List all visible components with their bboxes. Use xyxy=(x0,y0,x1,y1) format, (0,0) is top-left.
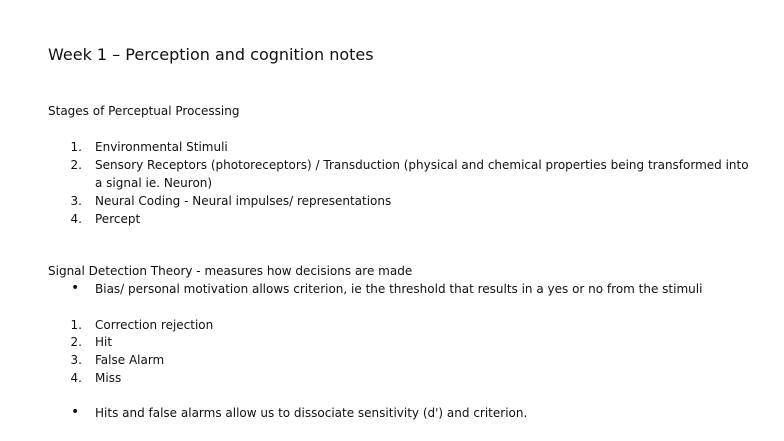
section-heading-signal-detection: Signal Detection Theory - measures how decisions are made xyxy=(48,264,413,278)
list-item-number: 1. xyxy=(70,318,82,332)
list-item-text: Sensory Receptors (photoreceptors) / Transduction (physical and chemical properties being transformed into xyxy=(95,158,749,172)
bullet-icon: • xyxy=(71,280,80,296)
list-item-number: 2. xyxy=(70,335,82,349)
list-item-text-continued: a signal ie. Neuron) xyxy=(95,176,213,190)
list-item-text: Percept xyxy=(95,212,141,226)
bullet-text: Bias/ personal motivation allows criterion, ie the threshold that results in a yes or no from the stimuli xyxy=(95,282,703,296)
list-item-text: Hit xyxy=(95,335,113,349)
list-item-text: Environmental Stimuli xyxy=(95,140,228,154)
section-heading-perceptual-processing: Stages of Perceptual Processing xyxy=(48,104,240,118)
list-item-number: 1. xyxy=(70,140,82,154)
list-item-number: 3. xyxy=(70,194,82,208)
bullet-icon: • xyxy=(71,404,80,420)
list-item-number: 4. xyxy=(70,212,82,226)
list-item-text: Neural Coding - Neural impulses/ representations xyxy=(95,194,392,208)
bullet-text: Hits and false alarms allow us to dissociate sensitivity (d') and criterion. xyxy=(95,406,528,420)
list-item-text: Miss xyxy=(95,371,122,385)
list-item-number: 2. xyxy=(70,158,82,172)
list-item-text: False Alarm xyxy=(95,353,165,367)
list-item-number: 3. xyxy=(70,353,82,367)
list-item-number: 4. xyxy=(70,371,82,385)
list-item-text: Correction rejection xyxy=(95,318,214,332)
page-title: Week 1 – Perception and cognition notes xyxy=(48,45,374,64)
